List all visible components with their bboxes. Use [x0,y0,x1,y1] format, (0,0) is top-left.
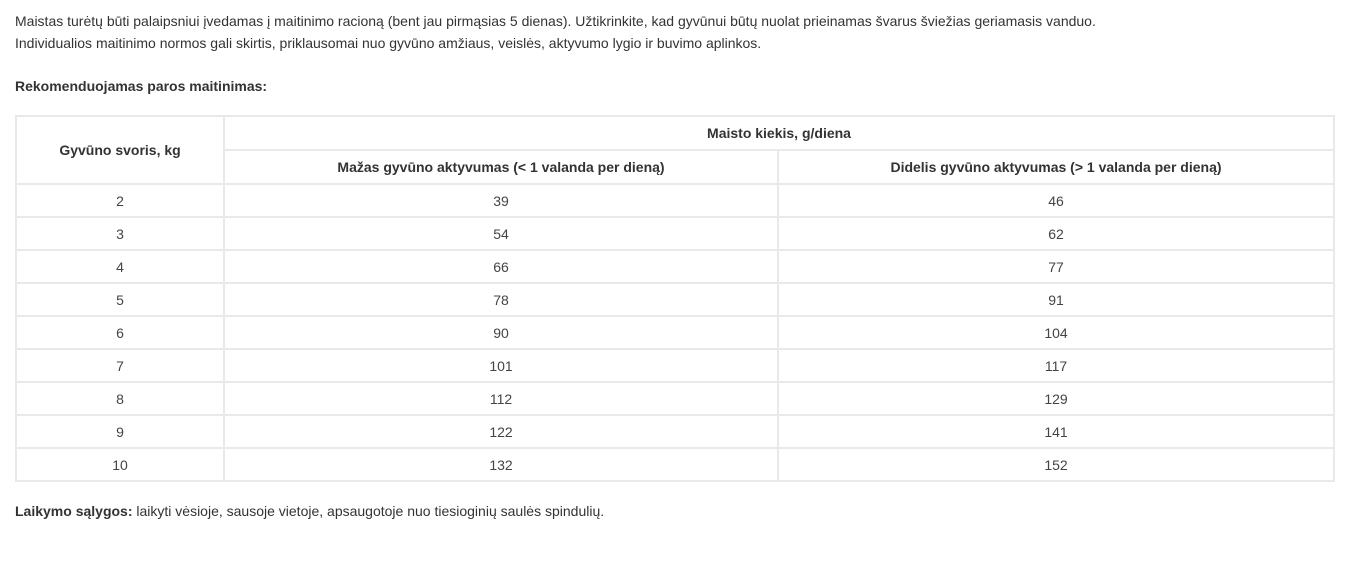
table-row [16,349,1334,382]
cell-weight: 7 [16,349,224,382]
storage-label: Laikymo sąlygos: [15,503,133,519]
cell-low: 39 [224,184,778,217]
cell-high: 117 [778,349,1334,382]
table-row [16,448,1334,481]
table-row [16,217,1334,250]
cell-high: 104 [778,316,1334,349]
header-low-activity: Mažas gyvūno aktyvumas (< 1 valanda per dieną) [224,150,778,184]
cell-weight: 2 [16,184,224,217]
header-weight: Gyvūno svoris, kg [16,116,224,184]
cell-high: 141 [778,415,1334,448]
cell-low: 112 [224,382,778,415]
storage-text: laikyti vėsioje, sausoje vietoje, apsaugotoje nuo tiesioginių saulės spindulių. [132,503,605,519]
section-heading: Rekomenduojamas paros maitinimas: [15,78,268,94]
cell-weight: 9 [16,415,224,448]
storage-conditions [15,501,1333,521]
cell-low: 101 [224,349,778,382]
feeding-guide [15,10,1333,535]
cell-high: 91 [778,283,1334,316]
cell-high: 46 [778,184,1334,217]
table-row [16,382,1334,415]
header-high-activity: Didelis gyvūno aktyvumas (> 1 valanda per dieną) [778,150,1334,184]
cell-low: 132 [224,448,778,481]
cell-weight: 5 [16,283,224,316]
cell-high: 129 [778,382,1334,415]
cell-low: 66 [224,250,778,283]
intro-line-1: Maistas turėtų būti palaipsniui įvedamas į maitinimo racioną (bent jau pirmąsias 5 dienas). Užtikrinkite, kad gyvūnui būtų nuolat prieinamas švarus šviežias geriamasis vanduo. [15,13,1096,29]
cell-low: 78 [224,283,778,316]
cell-weight: 10 [16,448,224,481]
cell-high: 62 [778,217,1334,250]
cell-low: 54 [224,217,778,250]
cell-high: 77 [778,250,1334,283]
table-row [16,415,1334,448]
cell-low: 90 [224,316,778,349]
header-food-amount: Maisto kiekis, g/diena [224,116,1334,150]
intro-text [15,10,1333,54]
table-row [16,283,1334,316]
cell-high: 152 [778,448,1334,481]
cell-weight: 3 [16,217,224,250]
table-row [16,250,1334,283]
table-row [16,184,1334,217]
feeding-table [15,115,1335,482]
cell-weight: 6 [16,316,224,349]
cell-weight: 4 [16,250,224,283]
intro-line-2: Individualios maitinimo normos gali skirtis, priklausomai nuo gyvūno amžiaus, veislės, aktyvumo lygio ir buvimo aplinkos. [15,35,762,51]
cell-weight: 8 [16,382,224,415]
cell-low: 122 [224,415,778,448]
table-row [16,316,1334,349]
